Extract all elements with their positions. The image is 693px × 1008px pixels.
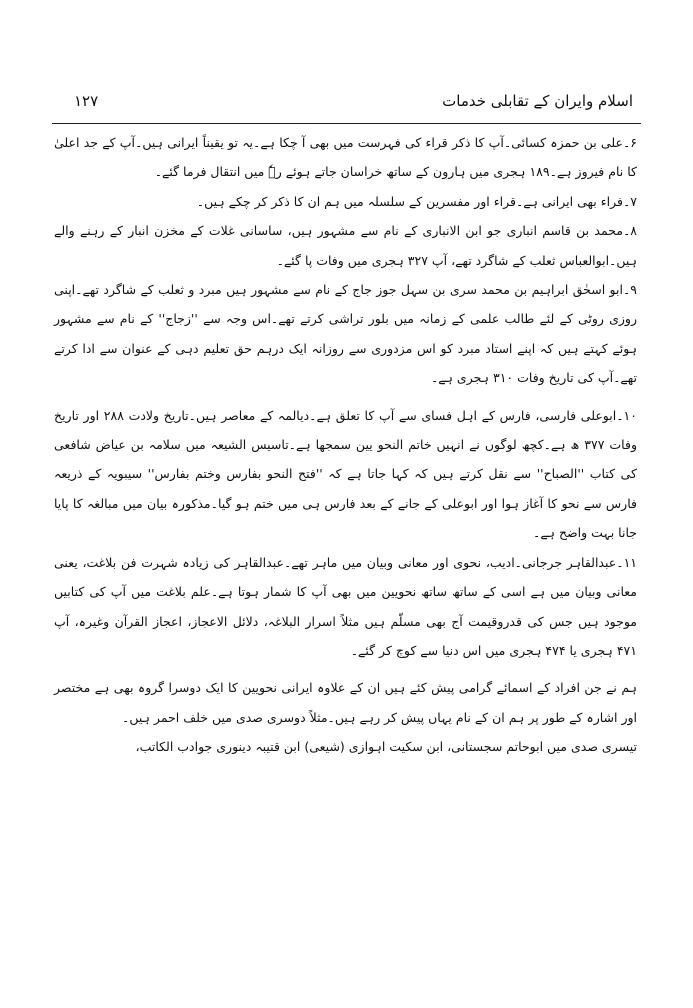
paragraph-other-iranian-grammarians: ہم نے جن افراد کے اسمائے گرامی پیش کئے ہیں ان کے علاوہ ایرانی نحویین کا ایک دوسرا گروہ بھی ہے مختصر اور اشارہ کے طور پر ہم ان کے نام یہاں پیش کر رہے ہیں۔مثلاً دوسری صدی میں خلف احمر ہیں۔ — [54, 680, 637, 725]
paragraph-third-century: تیسری صدی میں ابوحاتم سجستانی، ابن سکیت اہوازی (شیعی) ابن قتیبہ دینوری جوادب الکاتب، — [135, 739, 637, 755]
paragraph-ibn-al-anbari: ۸۔محمد بن قاسم انباری جو ابن الانباری کے نام سے مشہور ہیں، ساسانی غلات کے مخزن انبار کے رہنے والے ہیں۔ابوالعباس ثعلب کے شاگرد تھے، آپ ۳۲۷ ہجری میں وفات پا گئے۔ — [54, 223, 637, 268]
paragraph-zajjaj: ۹۔ابو اسحٰق ابراہیم بن محمد سری بن سہل جوز جاج کے نام سے مشہور ہیں مبرد و ثعلب کے شاگرد تھے۔اپنی روزی روٹی کے لئے طالب علمی کے زمانہ میں بلور تراشی کرتے تھے۔اس وجہ سے ''زجاج'' کے نام سے مشہور ہوئے کہتے ہیں کہ اپنے استاد مبرد کو اس مزدوری سے روزانہ ایک درہم حق تعلیم دہی کے عنوان سے ادا کرتے تھے۔آپ کی تاریخ وفات ۳۱۰ ہجری ہے۔ — [54, 282, 637, 386]
page-number: ۱۲۷ — [74, 92, 99, 110]
paragraph-farra: ۷۔فراء بھی ایرانی ہے۔قراء اور مفسرین کے سلسلہ میں ہم ان کا ذکر کر چکے ہیں۔ — [196, 193, 637, 209]
paragraph-abdul-qahir-jurjani: ۱۱۔عبدالقاہر جرجانی۔ادیب، نحوی اور معانی وبیان میں ماہر تھے۔عبدالقاہر کی زیادہ شہرت فن بلاغت، یعنی معانی وبیان میں ہے اسی کے ساتھ ساتھ نحویین میں بھی آپ کا شمار ہوتا ہے۔علم بلاغت میں آپ کی کتابیں موجود ہیں جس کی قدروقیمت آج بھی مسلّم ہیں مثلاً اسرار البلاغہ، دلائل الاعجاز، اعجاز القرآن وغیرہ، آپ ۴۷۱ ہجری یا ۴۷۴ ہجری میں اس دنیا سے کوچ کر گئے۔ — [54, 554, 637, 658]
header-rule — [52, 123, 641, 124]
paragraph-abu-ali-farsi: ۱۰۔ابوعلی فارسی، فارس کے اہل فسای سے آپ کا تعلق ہے۔دیالمہ کے معاصر ہیں۔تاریخ ولادت ۲۸۸ اور تاریخ وفات ۳۷۷ ھ ہے۔کچھ لوگوں نے انہیں خاتم النحو یین سمجھا ہے۔تاسیس الشیعہ میں سلامہ بن عیاض شافعی کی کتاب ''الصباح'' سے نقل کرتے ہیں کہ کہا جاتا ہے کہ ''فتح النحو بفارس وختم بفارس'' سیبویہ کے ذریعہ فارس سے نحو کا آغاز ہوا اور ابوعلی کے جانے کے بعد فارس ہی میں ختم ہو گیا۔مذکورہ بیان میں مبالغہ کا پایا جانا بہت واضح ہے۔ — [54, 407, 637, 541]
body-text — [54, 128, 637, 762]
running-title: اسلام وایران کے تقابلی خدمات — [442, 92, 633, 110]
paragraph-ali-bin-hamza-kisai: ۶۔علی بن حمزہ کسائی۔آپ کا ذکر قراء کی فہرست میں بھی آ چکا ہے۔یہ تو یقیناً ایرانی ہیں۔آپ کے جد اعلیٰ کا نام فیروز ہے۔۱۸۹ ہجری میں ہارون کے ساتھ خراسان جاتے ہوئے رےٗ میں انتقال فرما گئے۔ — [54, 135, 637, 180]
